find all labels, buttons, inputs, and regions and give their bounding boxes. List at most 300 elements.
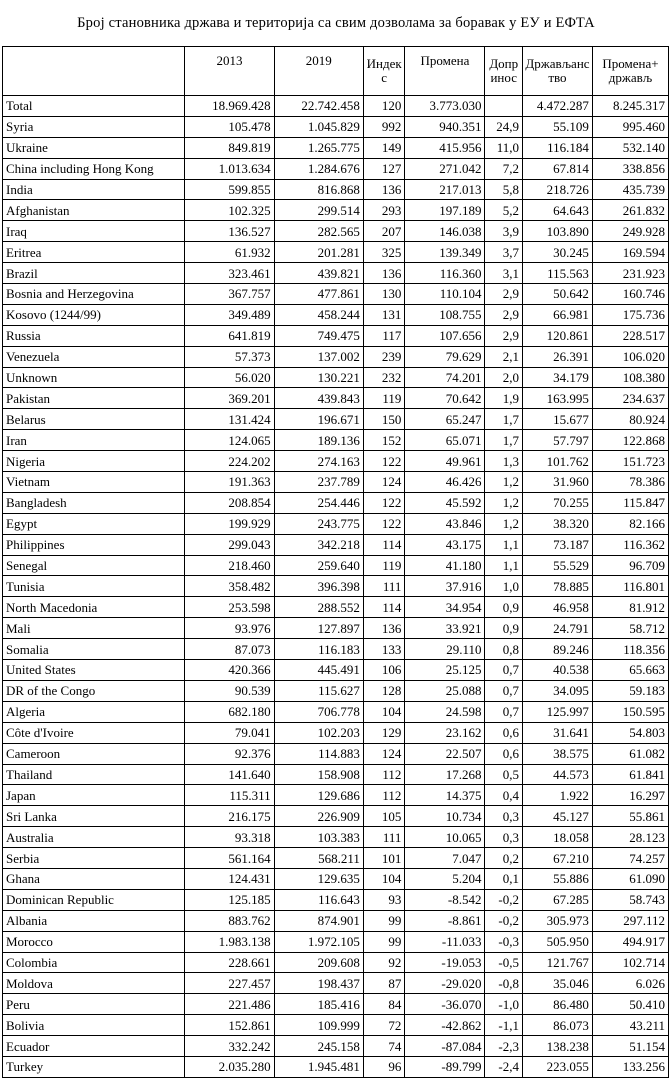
cell-2019: 1.284.676	[274, 158, 363, 179]
cell-2019: 1.265.775	[274, 137, 363, 158]
table-row	[3, 994, 669, 1015]
cell-change: -19.053	[405, 952, 485, 973]
cell-2013: 115.311	[185, 785, 274, 806]
cell-change: 22.507	[405, 743, 485, 764]
cell-change: -89.799	[405, 1056, 485, 1077]
cell-index: 136	[363, 179, 405, 200]
cell-2019: 816.868	[274, 179, 363, 200]
cell-2019: 439.843	[274, 388, 363, 409]
cell-index: 124	[363, 472, 405, 493]
cell-change: 25.088	[405, 680, 485, 701]
cell-citizenship: 70.255	[522, 492, 592, 513]
header-citizenship: Држављанство	[522, 47, 592, 96]
cell-2013: 93.976	[185, 618, 274, 639]
cell-country: Eritrea	[3, 242, 185, 263]
cell-country: Belarus	[3, 409, 185, 430]
cell-country: Australia	[3, 827, 185, 848]
cell-2013: 369.201	[185, 388, 274, 409]
cell-2019: 445.491	[274, 660, 363, 681]
cell-2013: 152.861	[185, 1015, 274, 1036]
cell-citizenship: 505.950	[522, 931, 592, 952]
cell-2019: 185.416	[274, 994, 363, 1015]
cell-index: 120	[363, 96, 405, 117]
cell-country: China including Hong Kong	[3, 158, 185, 179]
table-row	[3, 158, 669, 179]
cell-change: 23.162	[405, 722, 485, 743]
cell-share: 0,4	[485, 785, 523, 806]
cell-share: 2,0	[485, 367, 523, 388]
cell-change: 271.042	[405, 158, 485, 179]
cell-change: 110.104	[405, 284, 485, 305]
cell-index: 239	[363, 346, 405, 367]
cell-2019: 1.945.481	[274, 1056, 363, 1077]
cell-index: 122	[363, 451, 405, 472]
cell-change: 17.268	[405, 764, 485, 785]
cell-country: Philippines	[3, 534, 185, 555]
cell-citizenship: 86.073	[522, 1015, 592, 1036]
cell-2019: 299.514	[274, 200, 363, 221]
cell-country: Algeria	[3, 701, 185, 722]
cell-change-plus-citizenship: 43.211	[592, 1015, 668, 1036]
cell-share: 1,2	[485, 472, 523, 493]
cell-change: 14.375	[405, 785, 485, 806]
table-row	[3, 597, 669, 618]
cell-country: Morocco	[3, 931, 185, 952]
cell-change-plus-citizenship: 249.928	[592, 221, 668, 242]
cell-index: 207	[363, 221, 405, 242]
table-row	[3, 576, 669, 597]
cell-change-plus-citizenship: 338.856	[592, 158, 668, 179]
cell-citizenship: 138.238	[522, 1036, 592, 1057]
cell-change: -8.542	[405, 889, 485, 910]
cell-share: 5,8	[485, 179, 523, 200]
header-change: Промена	[405, 47, 485, 96]
cell-change: 10.734	[405, 806, 485, 827]
cell-2013: 87.073	[185, 639, 274, 660]
cell-citizenship: 30.245	[522, 242, 592, 263]
cell-index: 96	[363, 1056, 405, 1077]
cell-share: 0,2	[485, 848, 523, 869]
cell-country: Ecuador	[3, 1036, 185, 1057]
cell-2013: 93.318	[185, 827, 274, 848]
table-row	[3, 952, 669, 973]
header-index: Индекс	[363, 47, 405, 96]
cell-index: 93	[363, 889, 405, 910]
cell-citizenship: 305.973	[522, 910, 592, 931]
cell-2019: 282.565	[274, 221, 363, 242]
cell-share	[485, 96, 523, 117]
cell-2019: 209.608	[274, 952, 363, 973]
cell-citizenship: 4.472.287	[522, 96, 592, 117]
cell-2013: 420.366	[185, 660, 274, 681]
cell-country: Vietnam	[3, 472, 185, 493]
cell-2019: 116.643	[274, 889, 363, 910]
cell-change: -87.084	[405, 1036, 485, 1057]
cell-change: 41.180	[405, 555, 485, 576]
cell-index: 105	[363, 806, 405, 827]
cell-citizenship: 116.184	[522, 137, 592, 158]
cell-2019: 1.972.105	[274, 931, 363, 952]
cell-2019: 201.281	[274, 242, 363, 263]
cell-country: Iraq	[3, 221, 185, 242]
cell-change-plus-citizenship: 108.380	[592, 367, 668, 388]
cell-citizenship: 218.726	[522, 179, 592, 200]
cell-2019: 198.437	[274, 973, 363, 994]
cell-country: Senegal	[3, 555, 185, 576]
cell-change-plus-citizenship: 160.746	[592, 284, 668, 305]
cell-change-plus-citizenship: 6.026	[592, 973, 668, 994]
cell-2013: 228.661	[185, 952, 274, 973]
table-row	[3, 263, 669, 284]
cell-index: 122	[363, 513, 405, 534]
header-share: Допринос	[485, 47, 523, 96]
cell-change: -8.861	[405, 910, 485, 931]
cell-share: 1,0	[485, 576, 523, 597]
cell-change: 116.360	[405, 263, 485, 284]
cell-change-plus-citizenship: 61.841	[592, 764, 668, 785]
cell-citizenship: 86.480	[522, 994, 592, 1015]
cell-2019: 102.203	[274, 722, 363, 743]
cell-citizenship: 66.981	[522, 304, 592, 325]
cell-2019: 245.158	[274, 1036, 363, 1057]
cell-index: 99	[363, 910, 405, 931]
cell-share: 5,2	[485, 200, 523, 221]
cell-change-plus-citizenship: 74.257	[592, 848, 668, 869]
cell-2013: 125.185	[185, 889, 274, 910]
cell-share: 0,3	[485, 806, 523, 827]
table-row	[3, 973, 669, 994]
cell-index: 117	[363, 325, 405, 346]
cell-2013: 221.486	[185, 994, 274, 1015]
cell-index: 119	[363, 388, 405, 409]
cell-change: 940.351	[405, 116, 485, 137]
cell-2019: 129.686	[274, 785, 363, 806]
cell-citizenship: 50.642	[522, 284, 592, 305]
cell-change-plus-citizenship: 169.594	[592, 242, 668, 263]
cell-share: 1,1	[485, 555, 523, 576]
cell-share: 0,6	[485, 743, 523, 764]
cell-2013: 79.041	[185, 722, 274, 743]
cell-country: Tunisia	[3, 576, 185, 597]
cell-2013: 92.376	[185, 743, 274, 764]
cell-change-plus-citizenship: 55.861	[592, 806, 668, 827]
cell-country: Albania	[3, 910, 185, 931]
cell-index: 232	[363, 367, 405, 388]
cell-2013: 253.598	[185, 597, 274, 618]
cell-share: 2,9	[485, 304, 523, 325]
cell-2019: 130.221	[274, 367, 363, 388]
table-row	[3, 200, 669, 221]
cell-citizenship: 121.767	[522, 952, 592, 973]
table-row	[3, 764, 669, 785]
cell-change-plus-citizenship: 435.739	[592, 179, 668, 200]
table-row	[3, 116, 669, 137]
cell-index: 131	[363, 304, 405, 325]
table-row	[3, 451, 669, 472]
cell-2013: 641.819	[185, 325, 274, 346]
table-row	[3, 806, 669, 827]
cell-share: -0,2	[485, 910, 523, 931]
cell-change: 65.071	[405, 430, 485, 451]
cell-country: Pakistan	[3, 388, 185, 409]
cell-citizenship: 55.529	[522, 555, 592, 576]
cell-2019: 189.136	[274, 430, 363, 451]
cell-country: Venezuela	[3, 346, 185, 367]
cell-2019: 458.244	[274, 304, 363, 325]
cell-share: -0,8	[485, 973, 523, 994]
cell-share: 1,9	[485, 388, 523, 409]
table-row	[3, 430, 669, 451]
cell-2013: 2.035.280	[185, 1056, 274, 1077]
cell-index: 129	[363, 722, 405, 743]
cell-index: 128	[363, 680, 405, 701]
cell-citizenship: 103.890	[522, 221, 592, 242]
cell-citizenship: 125.997	[522, 701, 592, 722]
cell-2019: 874.901	[274, 910, 363, 931]
cell-change: 43.846	[405, 513, 485, 534]
cell-change-plus-citizenship: 65.663	[592, 660, 668, 681]
cell-2019: 749.475	[274, 325, 363, 346]
cell-share: 2,9	[485, 284, 523, 305]
cell-share: 1,7	[485, 430, 523, 451]
cell-change: 46.426	[405, 472, 485, 493]
cell-country: Iran	[3, 430, 185, 451]
cell-citizenship: 31.641	[522, 722, 592, 743]
cell-2013: 883.762	[185, 910, 274, 931]
cell-country: Russia	[3, 325, 185, 346]
cell-2013: 208.854	[185, 492, 274, 513]
table-row	[3, 1036, 669, 1057]
cell-2019: 109.999	[274, 1015, 363, 1036]
cell-change-plus-citizenship: 96.709	[592, 555, 668, 576]
cell-2013: 57.373	[185, 346, 274, 367]
cell-change-plus-citizenship: 28.123	[592, 827, 668, 848]
cell-index: 106	[363, 660, 405, 681]
cell-2019: 129.635	[274, 868, 363, 889]
cell-share: 3,9	[485, 221, 523, 242]
cell-country: Thailand	[3, 764, 185, 785]
cell-country: Egypt	[3, 513, 185, 534]
cell-2013: 191.363	[185, 472, 274, 493]
cell-citizenship: 101.762	[522, 451, 592, 472]
cell-2019: 274.163	[274, 451, 363, 472]
table-row	[3, 346, 669, 367]
cell-2019: 568.211	[274, 848, 363, 869]
table-row	[3, 910, 669, 931]
cell-share: -0,3	[485, 931, 523, 952]
cell-2019: 477.861	[274, 284, 363, 305]
cell-change-plus-citizenship: 8.245.317	[592, 96, 668, 117]
table-title: Број становника држава и територија са свим дозволама за боравак у ЕУ и ЕФТА	[77, 15, 595, 31]
cell-2019: 259.640	[274, 555, 363, 576]
cell-2013: 599.855	[185, 179, 274, 200]
cell-country: North Macedonia	[3, 597, 185, 618]
cell-country: Moldova	[3, 973, 185, 994]
cell-change-plus-citizenship: 58.743	[592, 889, 668, 910]
table-row	[3, 931, 669, 952]
cell-country: Bosnia and Herzegovina	[3, 284, 185, 305]
cell-citizenship: 55.886	[522, 868, 592, 889]
cell-change-plus-citizenship: 122.868	[592, 430, 668, 451]
table-row	[3, 472, 669, 493]
cell-change-plus-citizenship: 51.154	[592, 1036, 668, 1057]
cell-change: 37.916	[405, 576, 485, 597]
cell-index: 99	[363, 931, 405, 952]
cell-citizenship: 67.814	[522, 158, 592, 179]
cell-change: 146.038	[405, 221, 485, 242]
cell-change-plus-citizenship: 54.803	[592, 722, 668, 743]
cell-share: 24,9	[485, 116, 523, 137]
table-row	[3, 367, 669, 388]
cell-citizenship: 115.563	[522, 263, 592, 284]
cell-share: -2,3	[485, 1036, 523, 1057]
cell-share: -0,5	[485, 952, 523, 973]
cell-country: Unknown	[3, 367, 185, 388]
table-row	[3, 179, 669, 200]
cell-change-plus-citizenship: 494.917	[592, 931, 668, 952]
cell-citizenship: 89.246	[522, 639, 592, 660]
cell-2019: 226.909	[274, 806, 363, 827]
cell-index: 112	[363, 764, 405, 785]
cell-index: 127	[363, 158, 405, 179]
table-row	[3, 534, 669, 555]
cell-index: 130	[363, 284, 405, 305]
cell-2013: 849.819	[185, 137, 274, 158]
cell-change-plus-citizenship: 78.386	[592, 472, 668, 493]
table-row	[3, 827, 669, 848]
cell-share: 0,7	[485, 680, 523, 701]
cell-change-plus-citizenship: 297.112	[592, 910, 668, 931]
cell-2019: 116.183	[274, 639, 363, 660]
cell-share: 3,1	[485, 263, 523, 284]
cell-change-plus-citizenship: 234.637	[592, 388, 668, 409]
cell-country: Serbia	[3, 848, 185, 869]
cell-change-plus-citizenship: 116.362	[592, 534, 668, 555]
cell-index: 74	[363, 1036, 405, 1057]
cell-2013: 1.983.138	[185, 931, 274, 952]
header-2019: 2019	[274, 47, 363, 96]
cell-citizenship: 35.046	[522, 973, 592, 994]
cell-citizenship: 78.885	[522, 576, 592, 597]
table-row	[3, 1056, 669, 1077]
cell-index: 149	[363, 137, 405, 158]
cell-country: Syria	[3, 116, 185, 137]
cell-share: 0,3	[485, 827, 523, 848]
cell-change-plus-citizenship: 115.847	[592, 492, 668, 513]
cell-2013: 102.325	[185, 200, 274, 221]
table-row	[3, 680, 669, 701]
cell-share: 0,5	[485, 764, 523, 785]
cell-change-plus-citizenship: 133.256	[592, 1056, 668, 1077]
cell-change: 108.755	[405, 304, 485, 325]
cell-change: 25.125	[405, 660, 485, 681]
table-row	[3, 284, 669, 305]
cell-change: 7.047	[405, 848, 485, 869]
cell-change: 24.598	[405, 701, 485, 722]
cell-index: 124	[363, 743, 405, 764]
cell-2013: 141.640	[185, 764, 274, 785]
cell-citizenship: 38.320	[522, 513, 592, 534]
cell-country: Japan	[3, 785, 185, 806]
cell-share: -2,4	[485, 1056, 523, 1077]
table-row	[3, 242, 669, 263]
cell-country: Brazil	[3, 263, 185, 284]
cell-country: Somalia	[3, 639, 185, 660]
cell-country: Côte d'Ivoire	[3, 722, 185, 743]
cell-citizenship: 67.285	[522, 889, 592, 910]
cell-index: 136	[363, 618, 405, 639]
cell-change-plus-citizenship: 175.736	[592, 304, 668, 325]
cell-2013: 131.424	[185, 409, 274, 430]
cell-2019: 706.778	[274, 701, 363, 722]
cell-index: 111	[363, 827, 405, 848]
cell-change-plus-citizenship: 995.460	[592, 116, 668, 137]
cell-change-plus-citizenship: 231.923	[592, 263, 668, 284]
cell-2013: 1.013.634	[185, 158, 274, 179]
cell-share: 1,1	[485, 534, 523, 555]
cell-change-plus-citizenship: 116.801	[592, 576, 668, 597]
table-row	[3, 722, 669, 743]
cell-change: 43.175	[405, 534, 485, 555]
cell-change-plus-citizenship: 228.517	[592, 325, 668, 346]
cell-2019: 137.002	[274, 346, 363, 367]
cell-change-plus-citizenship: 16.297	[592, 785, 668, 806]
header-2013: 2013	[185, 47, 274, 96]
cell-2013: 199.929	[185, 513, 274, 534]
cell-share: 0,8	[485, 639, 523, 660]
cell-change: 107.656	[405, 325, 485, 346]
cell-change: -42.862	[405, 1015, 485, 1036]
cell-index: 293	[363, 200, 405, 221]
cell-change: 33.921	[405, 618, 485, 639]
cell-2013: 349.489	[185, 304, 274, 325]
cell-change-plus-citizenship: 59.183	[592, 680, 668, 701]
cell-country: United States	[3, 660, 185, 681]
cell-share: -1,0	[485, 994, 523, 1015]
cell-change-plus-citizenship: 532.140	[592, 137, 668, 158]
cell-2013: 323.461	[185, 263, 274, 284]
cell-2019: 158.908	[274, 764, 363, 785]
table-row	[3, 492, 669, 513]
cell-2013: 124.065	[185, 430, 274, 451]
cell-index: 111	[363, 576, 405, 597]
cell-index: 992	[363, 116, 405, 137]
cell-2019: 127.897	[274, 618, 363, 639]
cell-change-plus-citizenship: 80.924	[592, 409, 668, 430]
cell-2019: 342.218	[274, 534, 363, 555]
cell-2013: 358.482	[185, 576, 274, 597]
cell-2013: 299.043	[185, 534, 274, 555]
cell-change-plus-citizenship: 102.714	[592, 952, 668, 973]
cell-citizenship: 31.960	[522, 472, 592, 493]
cell-share: 0,7	[485, 660, 523, 681]
cell-change: -29.020	[405, 973, 485, 994]
cell-country: Cameroon	[3, 743, 185, 764]
cell-2019: 396.398	[274, 576, 363, 597]
cell-share: 3,7	[485, 242, 523, 263]
cell-citizenship: 55.109	[522, 116, 592, 137]
cell-citizenship: 1.922	[522, 785, 592, 806]
cell-change: 139.349	[405, 242, 485, 263]
cell-index: 87	[363, 973, 405, 994]
table-row	[3, 618, 669, 639]
cell-2013: 105.478	[185, 116, 274, 137]
cell-change: 10.065	[405, 827, 485, 848]
table-row	[3, 639, 669, 660]
cell-citizenship: 46.958	[522, 597, 592, 618]
cell-2019: 196.671	[274, 409, 363, 430]
cell-share: 2,1	[485, 346, 523, 367]
